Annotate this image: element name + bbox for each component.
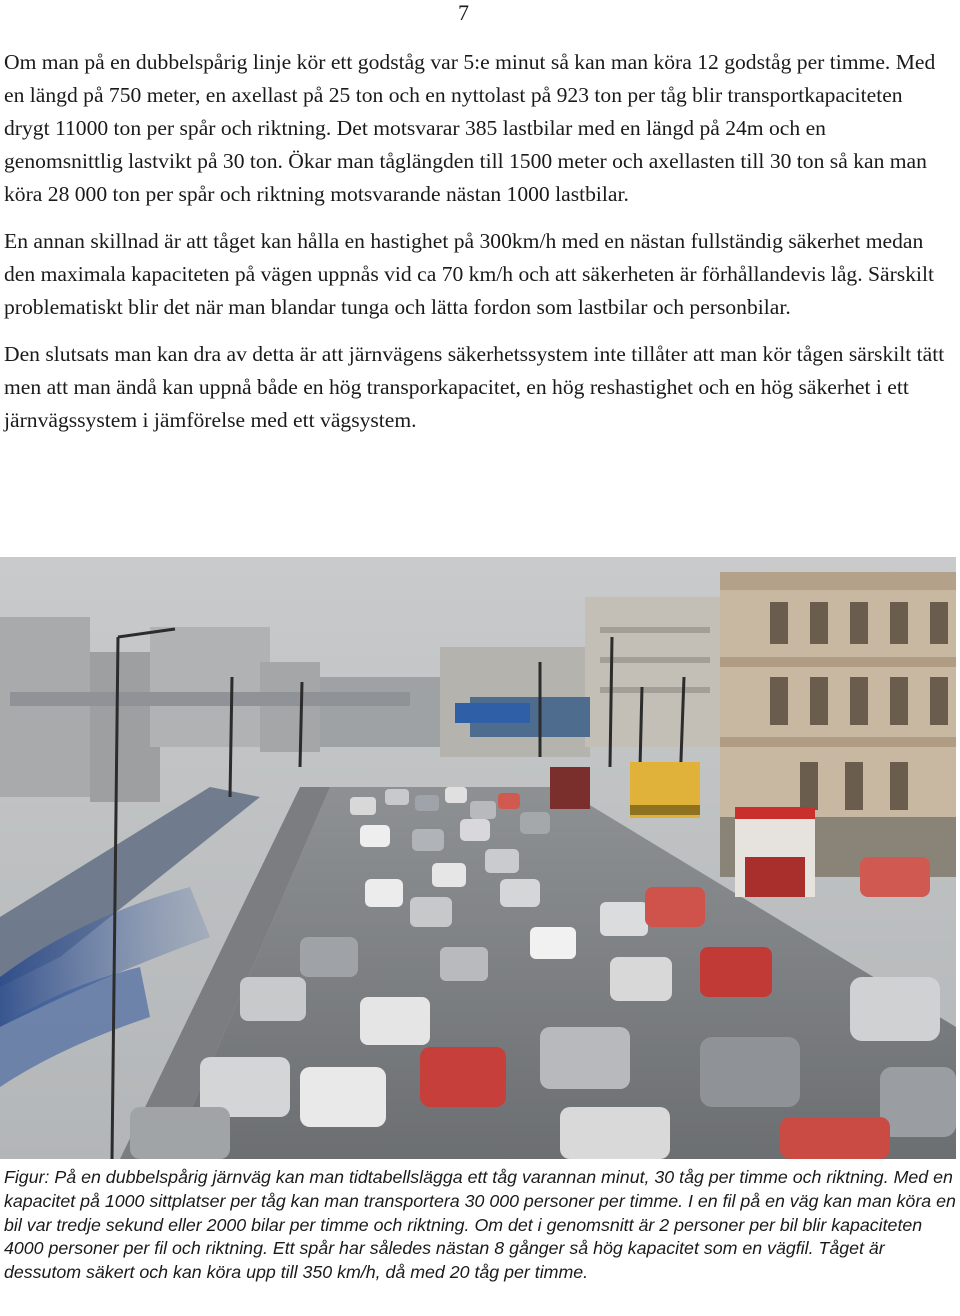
page-number: 7: [458, 0, 469, 25]
highway-sign: [455, 703, 530, 723]
traffic-photo: [0, 557, 956, 1159]
figure-caption: Figur: På en dubbelspårig järnväg kan man tidtabellslägga ett tåg varannan minut, 30 tåg per timme och riktning. Med en kapacitet på 1000 sittplatser per tåg kan man transportera 30 000 personer per timme. I en fil på en väg kan man köra en bil var tredje sekund eller 2000 bilar per timme och riktning. Om det i genomsnitt är 2 personer per bil blir kapaciteten 4000 personer per fil och riktning. Ett spår har således nästan 8 gånger så hög kapacitet som en vägfil. Tåget är dessutom säkert och kan köra upp till 350 km/h, då med 20 tåg per timme.: [4, 1167, 956, 1283]
body-text: [4, 46, 948, 451]
paragraph-3: Den slutsats man kan dra av detta är att järnvägens säkerhetssystem inte tillåter att man kör tågen särskilt tätt men att man ändå kan uppnå både en hög transporkapacitet, en hög reshastighet och en hög säkerhet i ett järnvägssystem i jämförelse med ett vägsystem.: [4, 342, 945, 432]
paragraph-1: Om man på en dubbelspårig linje kör ett godståg var 5:e minut så kan man köra 12 godståg per timme. Med en längd på 750 meter, en axellast på 25 ton och en nyttolast på 923 ton per tåg blir transportkapaciteten drygt 11000 ton per spår och riktning. Det motsvarar 385 lastbilar med en längd på 24m och en genomsnittlig lastvikt på 30 ton. Ökar man tåglängden till 1500 meter och axellasten till 30 ton så kan man köra 28 000 ton per spår och riktning motsvarande nästan 1000 lastbilar.: [4, 50, 936, 206]
paragraph-2: En annan skillnad är att tåget kan hålla en hastighet på 300km/h med en nästan fullständig säkerhet medan den maximala kapaciteten på vägen uppnås vid ca 70 km/h och att säkerheten är förhållandevis låg. Särskilt problematiskt blir det när man blandar tunga och lätta fordon som lastbilar och personbilar.: [4, 229, 935, 319]
